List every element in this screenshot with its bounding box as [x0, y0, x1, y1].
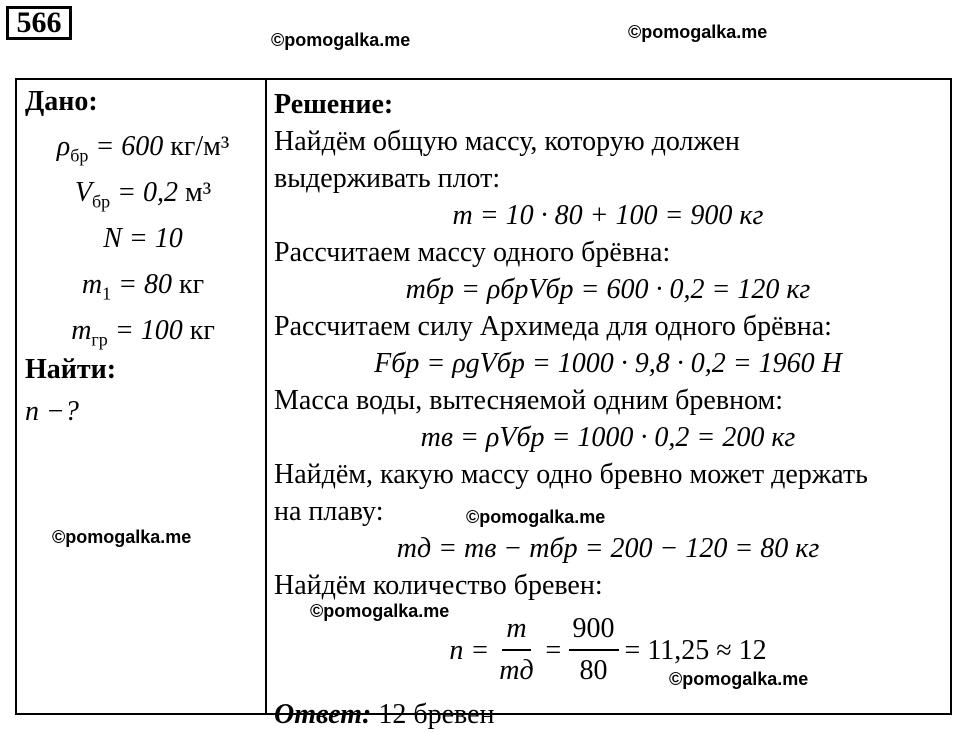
watermark: ©pomogalka.me: [271, 30, 411, 50]
solution-text: Найдём, какую массу одно бревно может держать: [274, 459, 868, 490]
equation-water-mass: mв = ρVбр = 1000 · 0,2 = 200 кг: [420, 422, 796, 453]
solution-text: Найдём количество бревен:: [274, 570, 603, 601]
solution-text: Рассчитаем массу одного брёвна:: [274, 237, 671, 268]
equation-count: n = $\frac{m}{mд}$ = $\frac{900}{80}$ = 11,25 ≈ 12: [274, 604, 942, 696]
find-heading: Найти:: [25, 354, 117, 385]
watermark: ©pomogalka.me: [466, 507, 606, 527]
column-divider: [265, 80, 267, 713]
equation-total-mass: m = 10 · 80 + 100 = 900 кг: [452, 200, 764, 231]
problem-number: 566: [6, 6, 72, 40]
equation-log-mass: mбр = ρбрVбр = 600 · 0,2 = 120 кг: [405, 274, 811, 305]
solution-text: Масса воды, вытесняемой одним бревном:: [274, 385, 784, 416]
watermark: ©pomogalka.me: [669, 669, 809, 689]
equation-archimedes: Fбр = ρgVбр = 1000 · 9,8 · 0,2 = 1960 Н: [374, 348, 842, 379]
solution-text: Рассчитаем силу Архимеда для одного брёвна:: [274, 311, 832, 342]
given-density: $\rho_{бр} = 600$ кг/м³: [56, 131, 230, 166]
solution-column: [274, 86, 942, 733]
solution-heading: Решение:: [274, 89, 394, 120]
answer: Ответ: 12 бревен: [274, 699, 495, 730]
watermark: ©pomogalka.me: [628, 22, 768, 42]
solution-text: на плаву:: [274, 496, 384, 527]
given-heading: Дано:: [25, 86, 98, 117]
find-value: n −?: [25, 396, 79, 427]
watermark: ©pomogalka.me: [52, 527, 192, 547]
given-mass-cargo: $m_{гр} = 100$ кг: [71, 315, 215, 350]
solution-text: выдерживать плот:: [274, 163, 501, 194]
watermark: ©pomogalka.me: [310, 601, 450, 621]
given-column: [25, 86, 261, 428]
equation-load-capacity: mд = mв − mбр = 200 − 120 = 80 кг: [396, 533, 820, 564]
solution-table: [15, 78, 952, 730]
given-count: N = 10: [103, 223, 183, 254]
given-mass-1: $m_1 = 80$ кг: [81, 269, 205, 304]
given-volume: $V_{бр} = 0,2$ м³: [74, 177, 212, 212]
solution-text: Найдём общую массу, которую должен: [274, 126, 740, 157]
